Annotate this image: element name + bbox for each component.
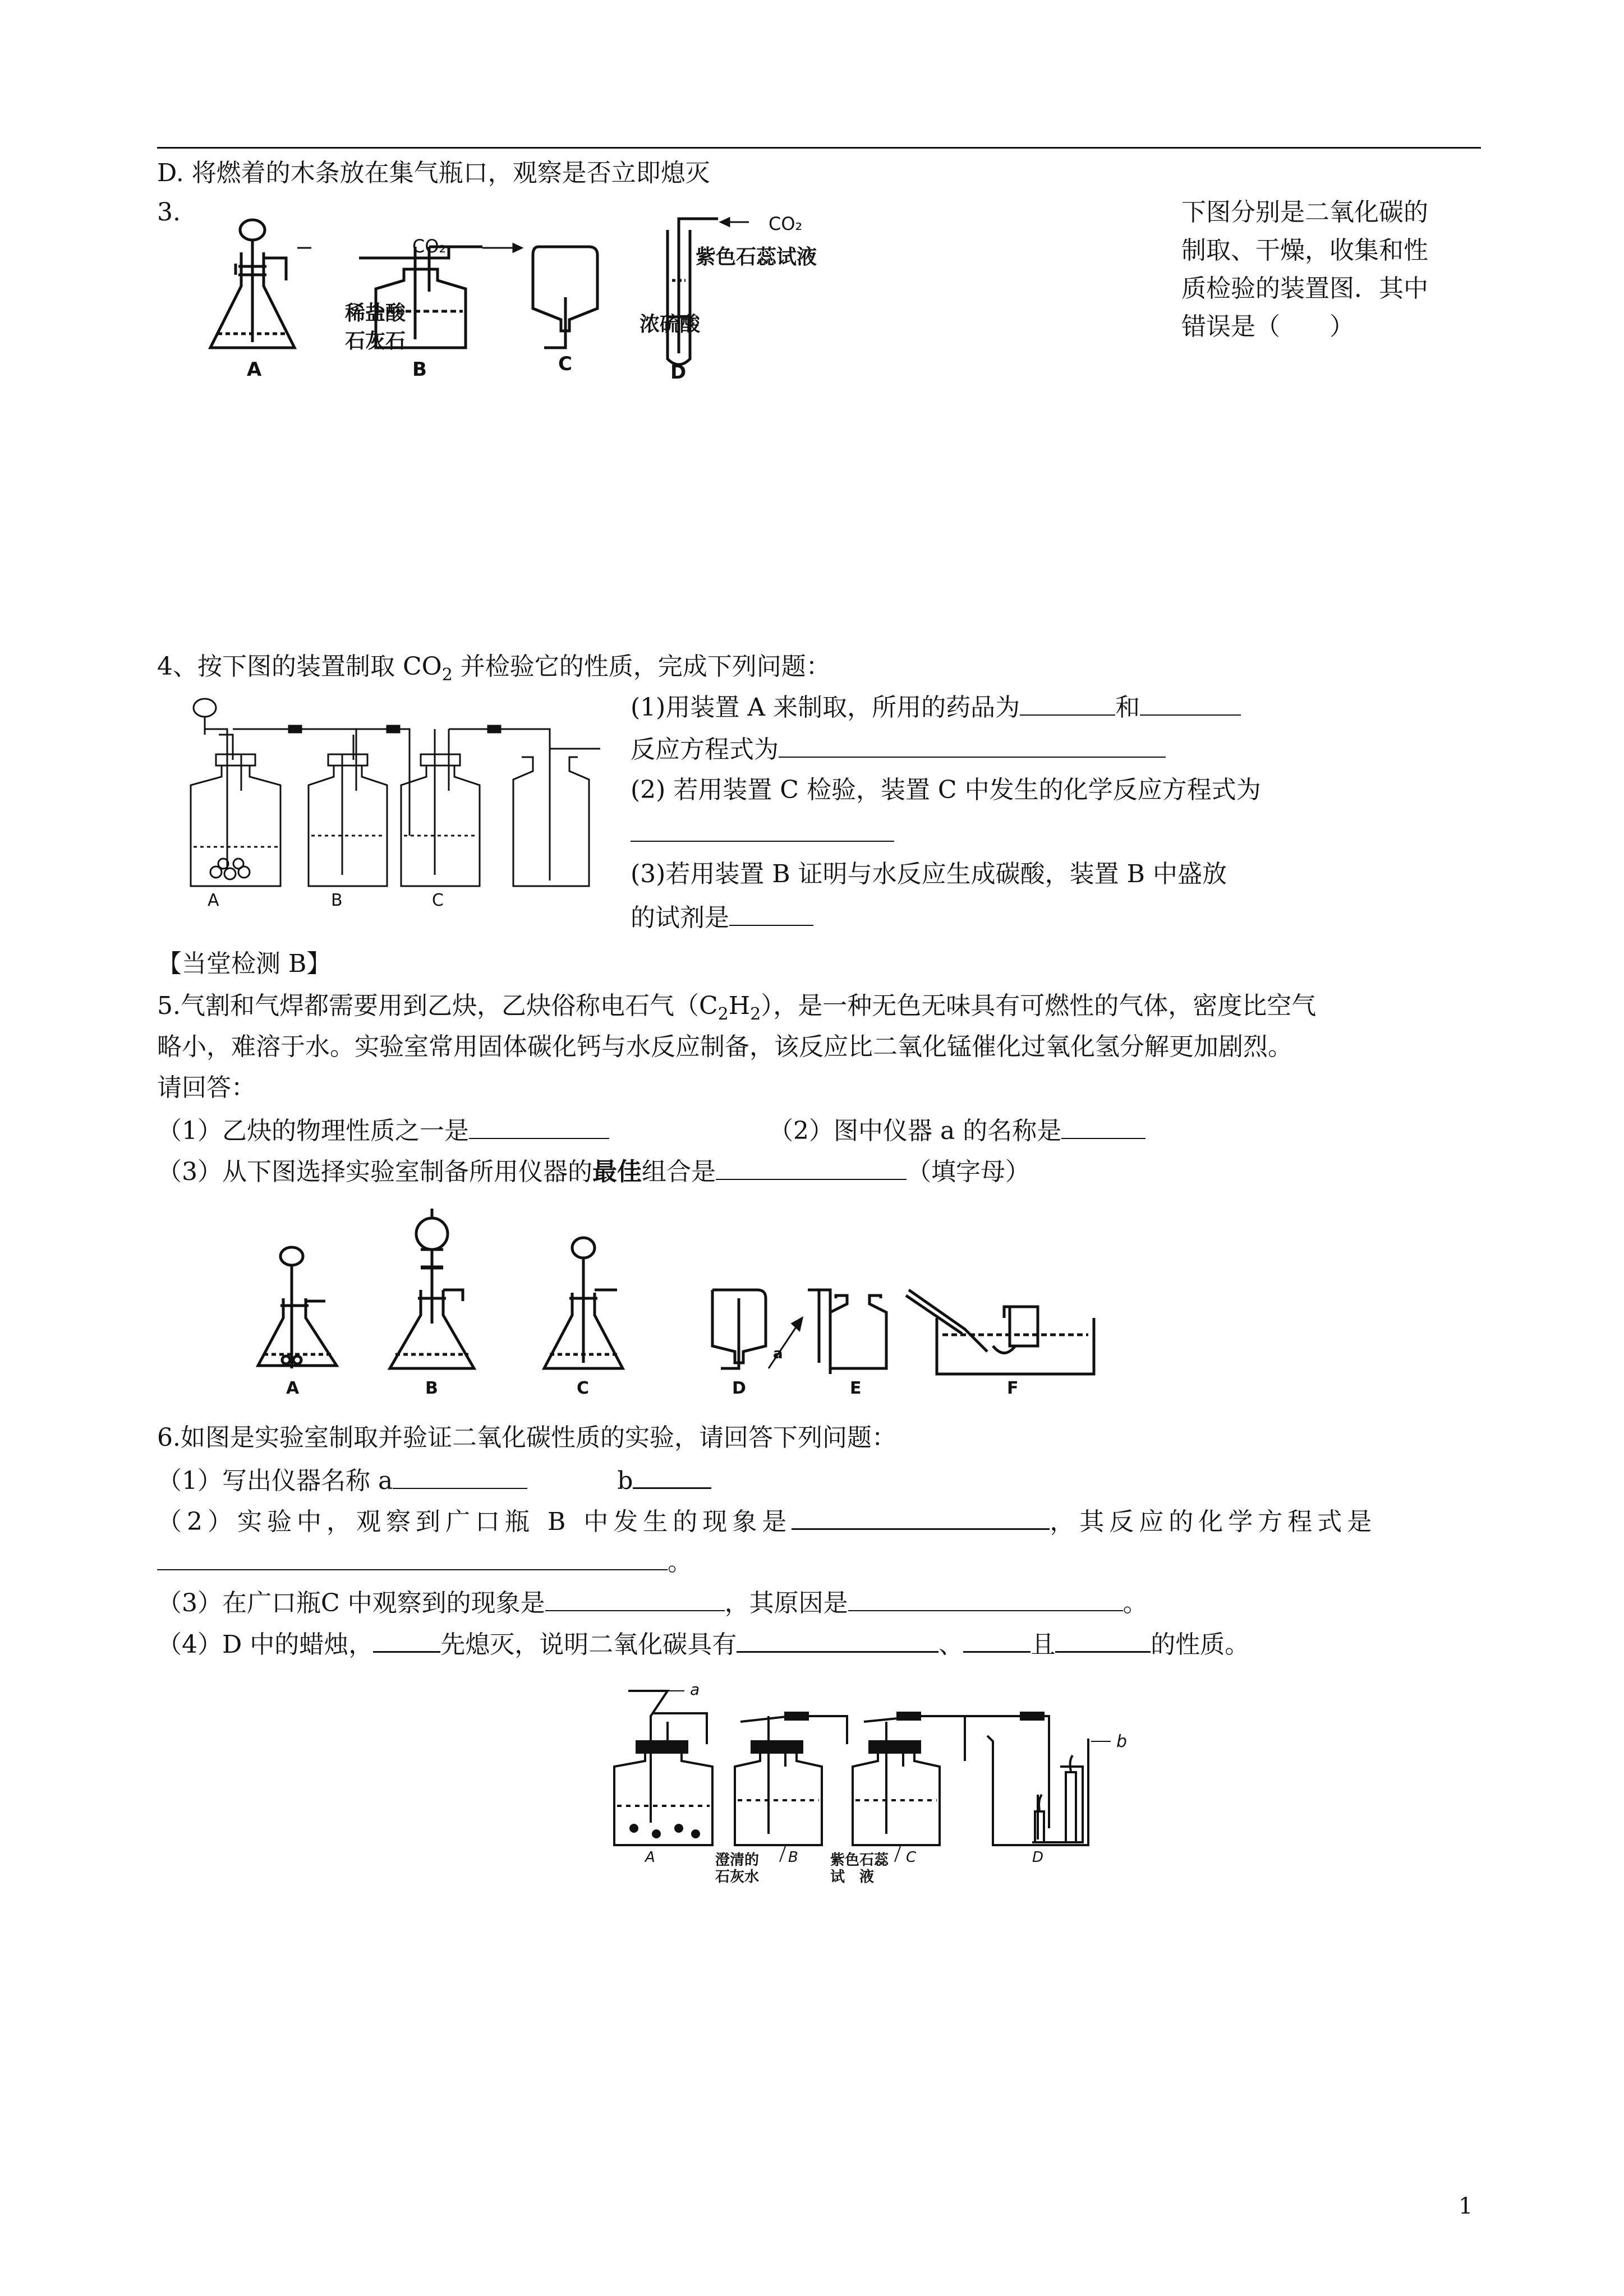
q3-stone-label: 石灰石 (345, 330, 406, 353)
q6-instrument-b-blank[interactable] (633, 1463, 711, 1489)
header-rule (157, 147, 1481, 149)
q5-physical-property-blank[interactable] (469, 1113, 609, 1139)
q5-line-1 (157, 990, 1316, 1031)
q6-p4-text-e: 的性质。 (1151, 1630, 1250, 1659)
q5-letter-e: E (850, 1378, 862, 1398)
q6-letter-c: C (906, 1849, 917, 1866)
q5-letter-c: C (577, 1378, 590, 1398)
q6-b-phenomenon-blank[interactable] (792, 1504, 1050, 1530)
q4-stem-prefix: 4、按下图的装置制取 CO (157, 652, 442, 681)
q3-letter-b: B (412, 358, 427, 381)
section-b-title: 【当堂检测 B】 (157, 949, 332, 978)
q3-co2-label-right: CO₂ (769, 213, 803, 234)
q3-desc-line-4: 错误是（ ） (1181, 312, 1354, 341)
q4-letter-b: B (331, 891, 343, 910)
q6-part-1 (157, 1463, 711, 1497)
q3-number: 3. (157, 198, 181, 227)
q6-p1-text-a: （1）写出仪器名称 a (157, 1467, 393, 1495)
q6-b-equation-blank[interactable] (157, 1545, 668, 1570)
q6-p2-end: 。 (668, 1548, 692, 1576)
q6-p3-text-b: ，其原因是 (724, 1589, 848, 1617)
q4-part-3-b (631, 900, 813, 934)
q6-p2-text-a: （2）实验中，观察到广口瓶 B 中发生的现象是 (157, 1507, 792, 1536)
q4-p1-text-a: (1)用装置 A 来制取，所用的药品为 (631, 693, 1020, 722)
q4-part-1 (631, 690, 1241, 724)
q3-co2-label-left: CO₂ (412, 236, 447, 257)
q3-desc-line-2: 制取、干燥，收集和性 (1181, 236, 1428, 265)
q5-line1-sub1: 2 (717, 1004, 729, 1024)
q4-p1-text-b: 和 (1115, 693, 1140, 722)
q4-drug-1-blank[interactable] (1020, 690, 1115, 716)
q4-part-3: (3)若用装置 B 证明与水反应生成碳酸，装置 B 中盛放 (631, 860, 1227, 888)
q6-part-2-eq (157, 1545, 692, 1579)
q4-drug-2-blank[interactable] (1140, 690, 1241, 716)
q3-desc-line-3: 质检验的装置图．其中 (1181, 274, 1428, 303)
q6-c-reason-blank[interactable] (848, 1585, 1123, 1611)
q6-c-note-1: 紫色石蕊 (830, 1852, 889, 1869)
q6-part-4 (157, 1626, 1249, 1661)
q6-b-note-2: 石灰水 (715, 1869, 760, 1885)
q6-p4-text-c: 、 (938, 1630, 964, 1659)
q5-p1-text: （1）乙炔的物理性质之一是 (157, 1117, 469, 1145)
q3-desc-line-1: 下图分别是二氧化碳的 (1181, 198, 1428, 227)
q4-c-equation-blank[interactable] (631, 816, 894, 842)
q5-line-3: 请回答： (157, 1073, 256, 1102)
q6-p4-text-a: （4）D 中的蜡烛， (157, 1630, 374, 1659)
q5-instrument-a-blank[interactable] (1061, 1113, 1145, 1139)
q5-p3-text-c: （填字母） (907, 1158, 1030, 1186)
q6-p4-text-b: 先熄灭，说明二氧化碳具有 (440, 1630, 737, 1659)
q6-letter-a: A (645, 1849, 655, 1866)
q5-part-3 (157, 1154, 1030, 1188)
q5-line1-mid: H (728, 992, 751, 1020)
q5-combination-blank[interactable] (716, 1154, 907, 1180)
q6-c-note-2: 试 液 (830, 1869, 875, 1885)
q6-p3-end: 。 (1122, 1589, 1148, 1617)
q6-p2-text-b: ，其反应的化学方程式是 (1050, 1507, 1377, 1536)
q5-letter-d: D (732, 1378, 746, 1398)
q4-p3-text-b: 的试剂是 (631, 903, 729, 932)
q6-stem: 6.如图是实验室制取并验证二氧化碳性质的实验，请回答下列问题： (157, 1423, 896, 1452)
q4-stem-suffix: 并检验它的性质，完成下列问题： (452, 652, 831, 681)
q6-p4-text-d: 且 (1030, 1630, 1056, 1659)
q3-apparatus-figure (202, 213, 999, 384)
q5-label-a: a (773, 1345, 783, 1362)
q6-p3-text-a: （3）在广口瓶C 中观察到的现象是 (157, 1589, 545, 1617)
q4-part-1-eq (631, 732, 1166, 766)
q3-acid-label: 稀盐酸 (345, 302, 406, 325)
q6-instrument-a-blank[interactable] (393, 1463, 527, 1489)
q6-part-2 (157, 1504, 1481, 1538)
q5-part-1 (157, 1113, 609, 1147)
q2-option-d: D. 将燃着的木条放在集气瓶口，观察是否立即熄灭 (157, 159, 710, 187)
q5-letter-b: B (425, 1378, 438, 1398)
q5-line-2: 略小，难溶于水。实验室常用固体碳化钙与水反应制备，该反应比二氧化锰催化过氧化氢分解更加剧烈。 (157, 1032, 1292, 1061)
q3-letter-d: D (670, 361, 687, 384)
q4-letter-a: A (208, 891, 219, 910)
q6-part-3 (157, 1585, 1148, 1620)
q4-part-2: (2) 若用装置 C 检验，装置 C 中发生的化学反应方程式为 (631, 776, 1261, 804)
q6-property-2-blank[interactable] (963, 1626, 1030, 1653)
q4-stem-sub: 2 (441, 665, 453, 685)
q4-letter-c: C (432, 891, 444, 910)
q5-apparatus-figure (252, 1206, 1105, 1396)
q4-apparatus-figure (185, 695, 611, 909)
q5-line1-suffix: ），是一种无色无味具有可燃性的气体，密度比空气 (761, 992, 1317, 1020)
q5-letter-a: A (286, 1378, 300, 1398)
q5-p3-text-a: （3）从下图选择实验室制备所用仪器的 (157, 1158, 592, 1186)
q4-reagent-blank[interactable] (729, 900, 813, 926)
q5-line1-prefix: 5.气割和气焊都需要用到乙炔，乙炔俗称电石气（C (157, 992, 718, 1020)
q6-label-b: b (1116, 1732, 1128, 1751)
q4-stem (157, 651, 831, 691)
q4-equation-blank[interactable] (779, 732, 1166, 758)
q6-candle-blank[interactable] (373, 1626, 440, 1653)
q5-p3-text-b: 组合是 (642, 1158, 716, 1186)
q6-c-phenomenon-blank[interactable] (545, 1585, 725, 1611)
q6-p1-text-b: b (617, 1467, 633, 1495)
q3-sulfuric-label: 浓硫酸 (640, 313, 701, 336)
q5-p3-bold: 最佳 (592, 1158, 642, 1186)
q6-letter-d: D (1032, 1849, 1044, 1866)
q3-letter-c: C (558, 353, 572, 375)
q6-property-3-blank[interactable] (1055, 1626, 1151, 1653)
q5-letter-f: F (1007, 1378, 1019, 1398)
q4-part-2-blank-row (631, 816, 894, 850)
q6-property-1-blank[interactable] (737, 1626, 938, 1653)
q5-part-2 (769, 1113, 1145, 1147)
q3-letter-a: A (247, 358, 262, 381)
q6-b-note-1: 澄清的 (715, 1852, 760, 1869)
q6-letter-b: B (788, 1849, 798, 1866)
q4-p1-text-c: 反应方程式为 (631, 735, 779, 764)
q6-apparatus-figure (606, 1682, 1167, 1884)
q3-litmus-label: 紫色石蕊试液 (696, 246, 817, 269)
page-number: 1 (1459, 2193, 1473, 2219)
q5-p2-text: （2）图中仪器 a 的名称是 (769, 1117, 1062, 1145)
q5-line1-sub2: 2 (750, 1004, 761, 1024)
q6-label-a: a (690, 1680, 700, 1699)
